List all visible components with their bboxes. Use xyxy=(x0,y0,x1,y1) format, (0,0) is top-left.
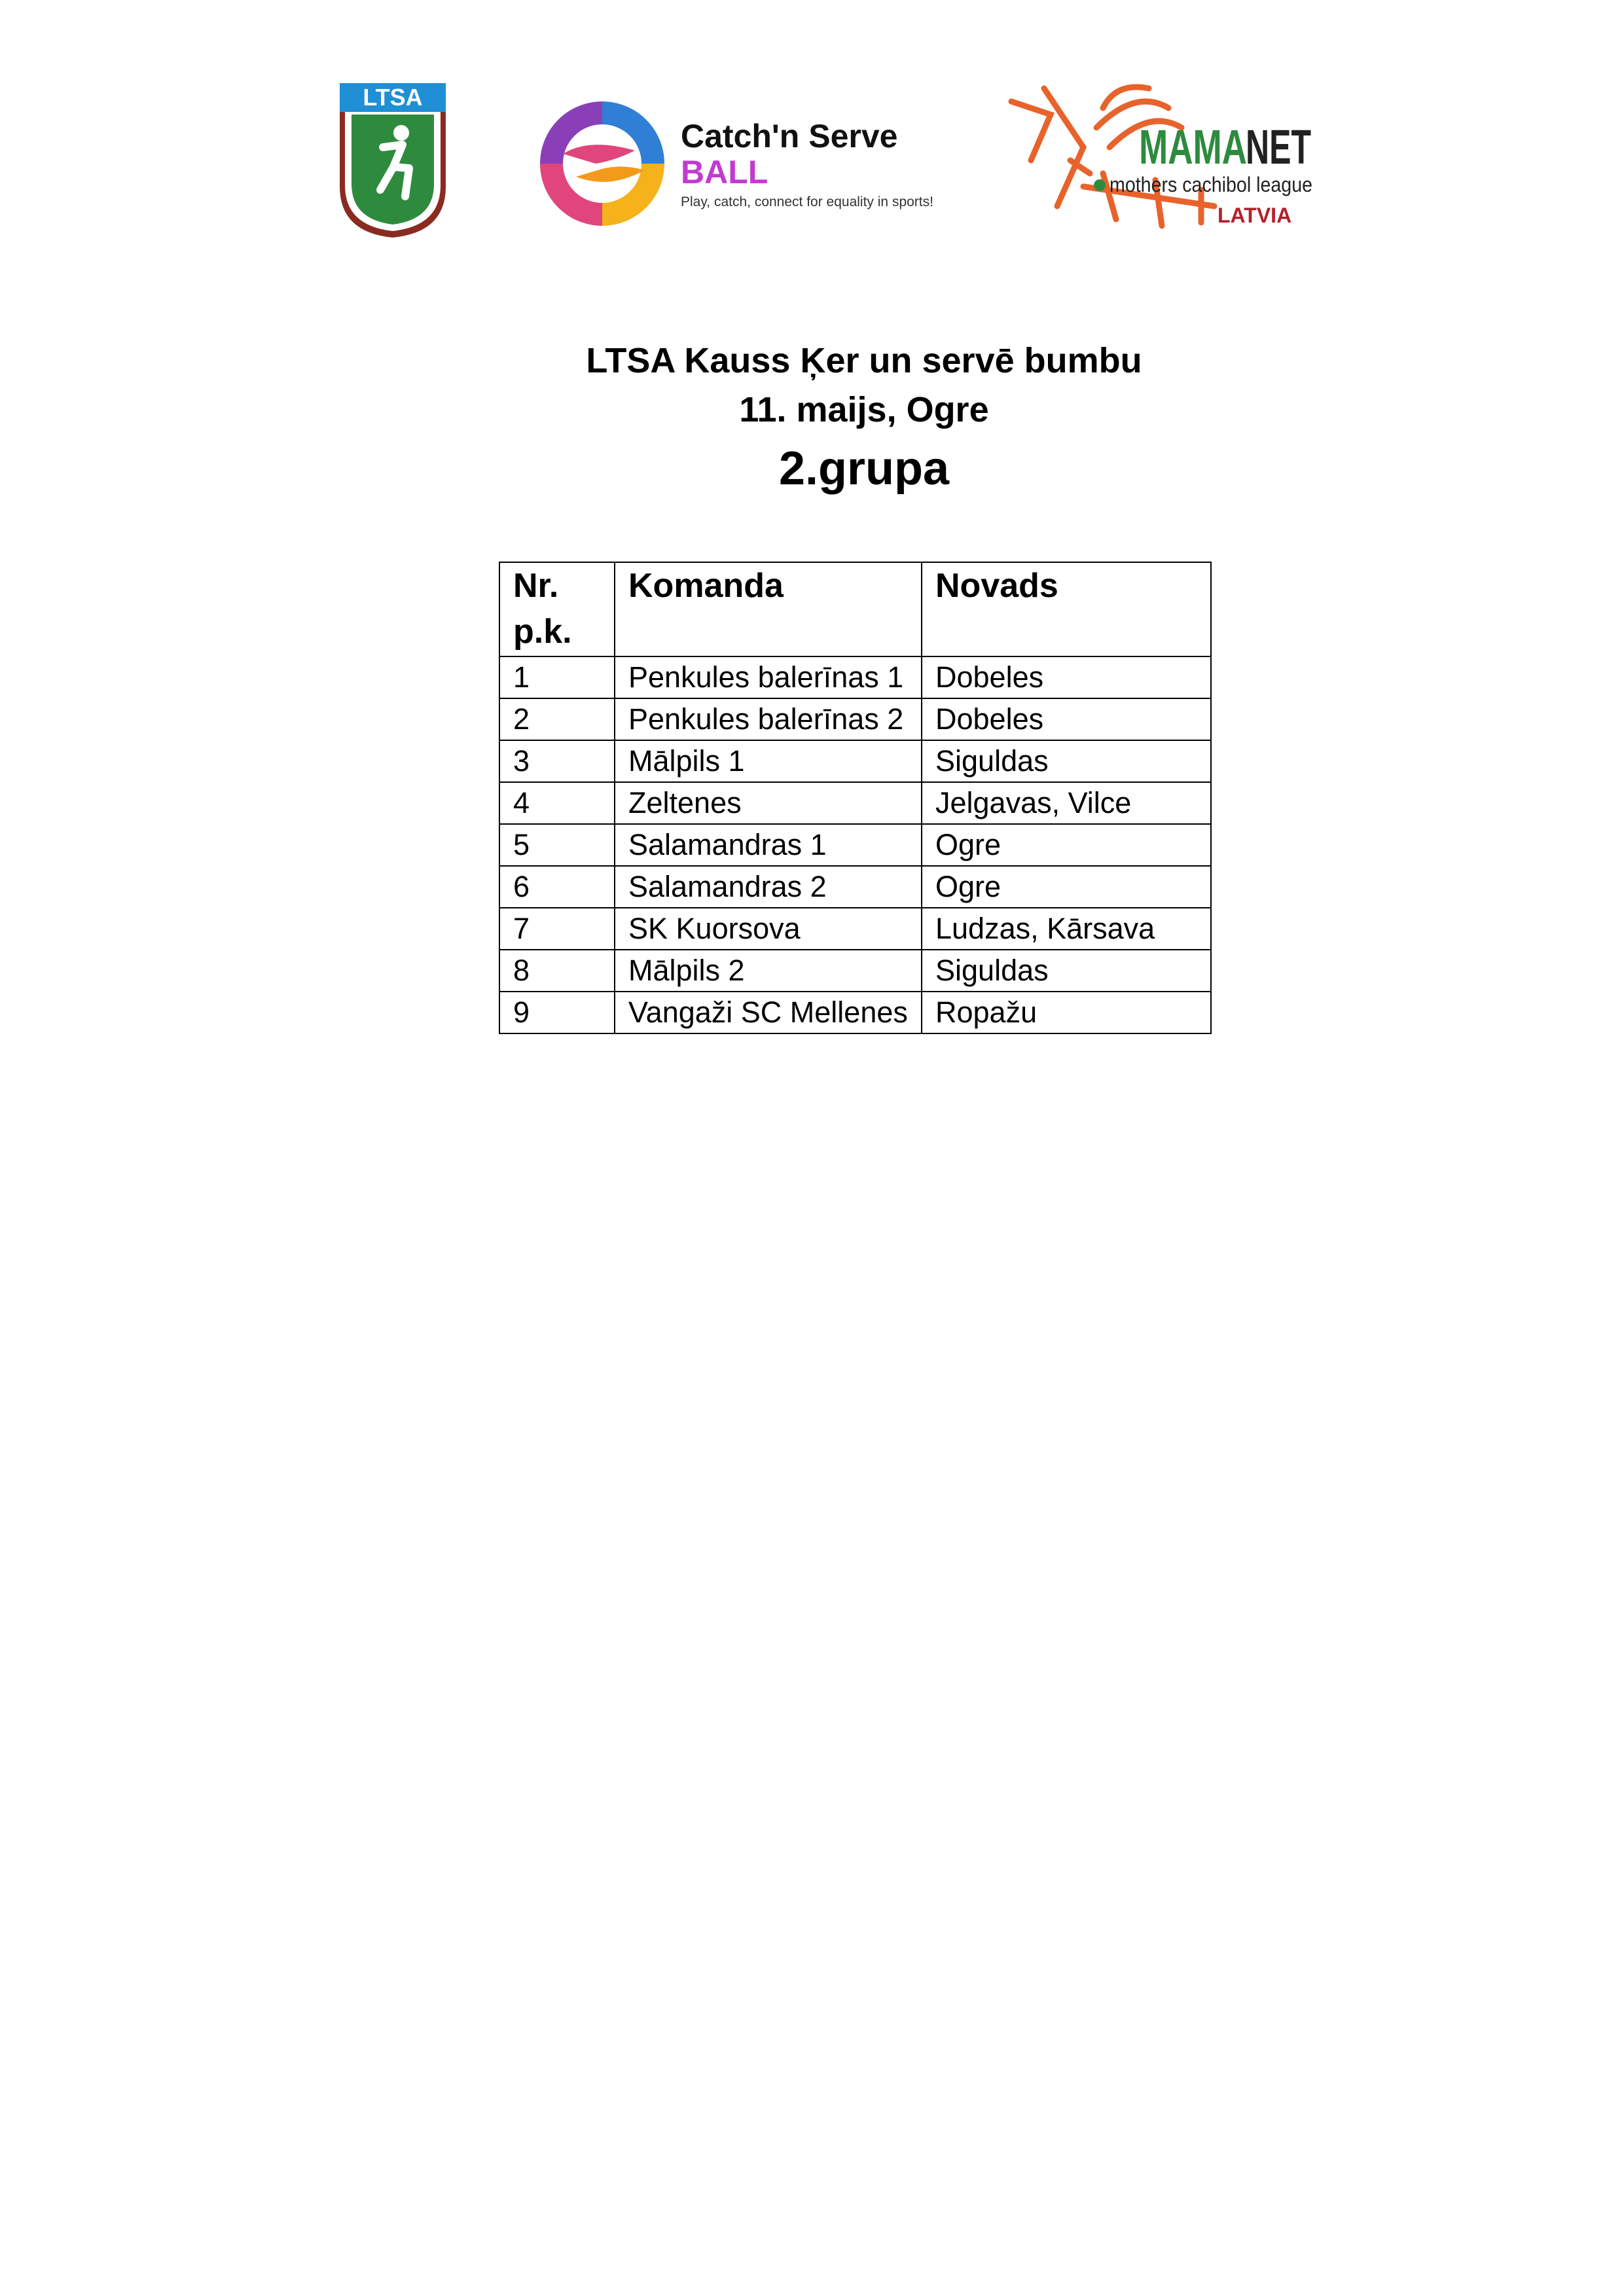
cell-nr: 1 xyxy=(499,656,615,698)
table-row xyxy=(499,992,1211,1033)
cell-region: Jelgavas, Vilce xyxy=(922,782,1211,824)
ltsa-logo xyxy=(337,82,448,239)
header-nr-line2: p.k. xyxy=(513,613,572,651)
cell-nr: 3 xyxy=(499,740,615,782)
cell-team: Zeltenes xyxy=(615,782,922,824)
svg-text:mothers cachibol league: mothers cachibol league xyxy=(1110,173,1312,196)
cell-region: Ogre xyxy=(922,824,1211,866)
teams-table xyxy=(499,562,1212,1034)
svg-text:LTSA: LTSA xyxy=(363,84,423,111)
svg-text:MAMA: MAMA xyxy=(1139,120,1247,174)
svg-text:Catch'n Serve: Catch'n Serve xyxy=(681,118,898,154)
table-row xyxy=(499,824,1211,866)
cell-team: Penkules balerīnas 1 xyxy=(615,656,922,698)
cell-nr: 5 xyxy=(499,824,615,866)
svg-text:BALL: BALL xyxy=(681,154,768,190)
cell-nr: 2 xyxy=(499,698,615,740)
mamanet-latvia-logo xyxy=(1005,75,1319,232)
cell-region: Ludzas, Kārsava xyxy=(922,908,1211,950)
cell-region: Siguldas xyxy=(922,740,1211,782)
svg-text:LATVIA: LATVIA xyxy=(1218,204,1292,227)
event-title: LTSA Kauss Ķer un servē bumbu xyxy=(586,341,1142,380)
cell-region: Siguldas xyxy=(922,950,1211,992)
cell-region: Ogre xyxy=(922,866,1211,908)
table-row xyxy=(499,866,1211,908)
cell-nr: 6 xyxy=(499,866,615,908)
table-row xyxy=(499,656,1211,698)
table-header-row xyxy=(499,562,1211,656)
cell-team: Vangaži SC Mellenes xyxy=(615,992,922,1033)
cell-team: Mālpils 2 xyxy=(615,950,922,992)
table-row xyxy=(499,908,1211,950)
header-team: Komanda xyxy=(615,562,922,656)
table-row xyxy=(499,740,1211,782)
header-region: Novads xyxy=(922,562,1211,656)
header-nr xyxy=(499,562,615,656)
cell-nr: 7 xyxy=(499,908,615,950)
cell-region: Dobeles xyxy=(922,698,1211,740)
cell-team: Penkules balerīnas 2 xyxy=(615,698,922,740)
cell-region: Dobeles xyxy=(922,656,1211,698)
cell-team: Salamandras 2 xyxy=(615,866,922,908)
cell-team: Mālpils 1 xyxy=(615,740,922,782)
table-row xyxy=(499,950,1211,992)
svg-text:Play, catch, connect for equal: Play, catch, connect for equality in sports! xyxy=(681,194,933,209)
catch-n-serve-ball-logo xyxy=(537,98,943,229)
cell-nr: 8 xyxy=(499,950,615,992)
cell-team: SK Kuorsova xyxy=(615,908,922,950)
cell-nr: 9 xyxy=(499,992,615,1033)
table-row xyxy=(499,782,1211,824)
cell-team: Salamandras 1 xyxy=(615,824,922,866)
table-row xyxy=(499,698,1211,740)
cell-region: Ropažu xyxy=(922,992,1211,1033)
event-date-location: 11. maijs, Ogre xyxy=(739,390,989,429)
header-nr-line1: Nr. xyxy=(513,567,559,605)
svg-text:NET: NET xyxy=(1246,120,1311,174)
group-title: 2.grupa xyxy=(778,442,950,495)
cell-nr: 4 xyxy=(499,782,615,824)
